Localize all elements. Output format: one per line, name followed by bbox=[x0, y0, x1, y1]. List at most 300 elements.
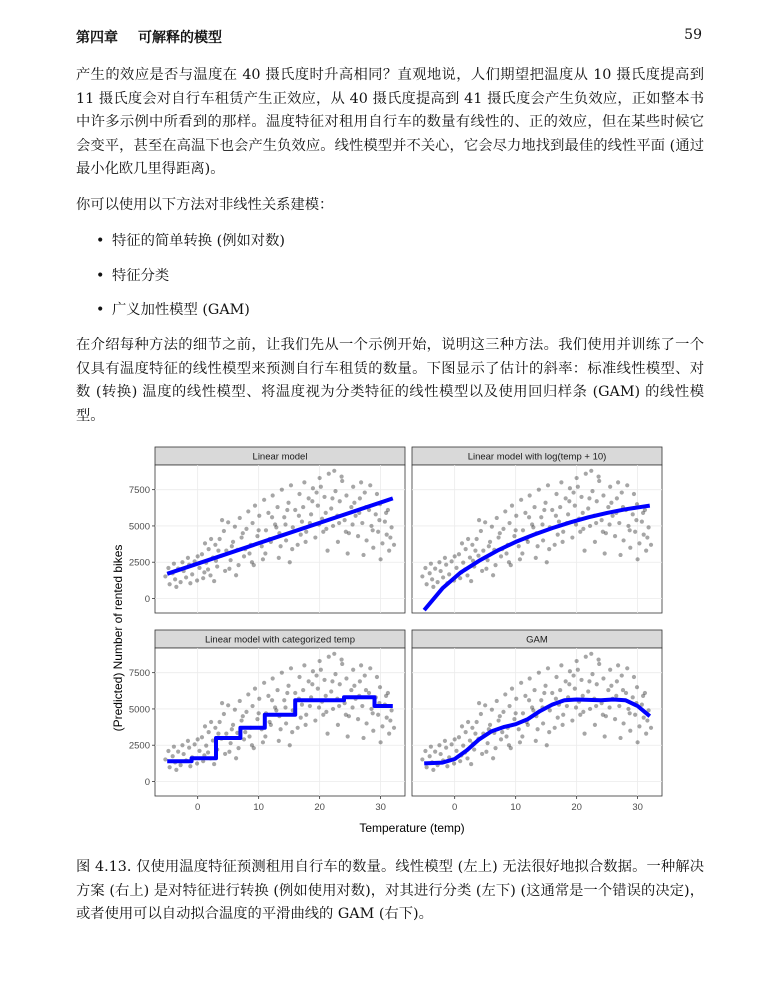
data-point bbox=[264, 528, 268, 532]
data-point bbox=[584, 472, 588, 476]
bullet-item: • 广义加性模型 (GAM) bbox=[96, 302, 250, 318]
data-point bbox=[501, 527, 505, 531]
data-point bbox=[436, 580, 440, 584]
page-number: 59 bbox=[684, 27, 702, 43]
data-point bbox=[439, 569, 443, 573]
data-point bbox=[344, 530, 348, 534]
data-point bbox=[247, 734, 251, 738]
data-point bbox=[344, 493, 348, 497]
data-point bbox=[291, 525, 295, 529]
data-point bbox=[222, 712, 226, 716]
data-point bbox=[236, 563, 240, 567]
data-point bbox=[243, 730, 247, 734]
data-point bbox=[266, 511, 270, 515]
data-point bbox=[250, 521, 254, 525]
data-point bbox=[376, 530, 380, 534]
x-axis-label: Temperature (temp) bbox=[359, 821, 465, 835]
paragraph-2: 你可以使用以下方法对非线性关系建模： bbox=[76, 197, 334, 213]
data-point bbox=[346, 551, 350, 555]
data-point bbox=[180, 560, 184, 564]
data-point bbox=[257, 697, 261, 701]
data-point bbox=[244, 527, 248, 531]
data-point bbox=[184, 575, 188, 579]
data-point bbox=[325, 732, 329, 736]
data-point bbox=[444, 563, 448, 567]
data-point bbox=[579, 678, 583, 682]
data-point bbox=[488, 723, 492, 727]
data-point bbox=[220, 518, 224, 522]
data-point bbox=[166, 749, 170, 753]
x-tick-label: 0 bbox=[452, 802, 458, 813]
data-point bbox=[358, 679, 362, 683]
data-point bbox=[331, 707, 335, 711]
data-point bbox=[628, 729, 632, 733]
data-point bbox=[458, 759, 462, 763]
page-header bbox=[76, 27, 702, 47]
data-point bbox=[307, 679, 311, 683]
data-point bbox=[176, 750, 180, 754]
data-point bbox=[589, 469, 593, 473]
data-point bbox=[360, 521, 364, 525]
data-point bbox=[454, 566, 458, 570]
data-point bbox=[503, 692, 507, 696]
figure-4-13-chart bbox=[105, 440, 675, 840]
data-point bbox=[371, 711, 375, 715]
data-point bbox=[649, 543, 653, 547]
data-point bbox=[352, 684, 356, 688]
data-point bbox=[371, 546, 375, 550]
data-point bbox=[375, 492, 379, 496]
data-point bbox=[234, 573, 238, 577]
data-point bbox=[454, 749, 458, 753]
data-point bbox=[364, 688, 368, 692]
data-point bbox=[437, 743, 441, 747]
data-point bbox=[277, 556, 281, 560]
data-point bbox=[301, 505, 305, 509]
data-point bbox=[480, 569, 484, 573]
data-point bbox=[499, 554, 503, 558]
data-point bbox=[633, 713, 637, 717]
y-tick-label: 7500 bbox=[128, 668, 150, 680]
data-point bbox=[187, 746, 191, 750]
data-point bbox=[464, 730, 468, 734]
data-point bbox=[626, 707, 630, 711]
data-point bbox=[597, 479, 601, 483]
data-point bbox=[239, 535, 243, 539]
data-point bbox=[596, 475, 600, 479]
data-point bbox=[423, 566, 427, 570]
data-point bbox=[423, 749, 427, 753]
data-point bbox=[439, 752, 443, 756]
data-point bbox=[487, 544, 491, 548]
data-point bbox=[428, 571, 432, 575]
data-point bbox=[520, 734, 524, 738]
data-point bbox=[300, 519, 304, 523]
data-point bbox=[268, 720, 272, 724]
data-point bbox=[166, 566, 170, 570]
data-point bbox=[495, 699, 499, 703]
data-point bbox=[640, 519, 644, 523]
data-point bbox=[617, 521, 621, 525]
data-point bbox=[483, 703, 487, 707]
data-point bbox=[430, 577, 434, 581]
data-point bbox=[197, 749, 201, 753]
data-point bbox=[433, 567, 437, 571]
data-point bbox=[491, 573, 495, 577]
data-point bbox=[313, 718, 317, 722]
bullet-item: • 特征分类 bbox=[96, 268, 170, 284]
data-point bbox=[595, 499, 599, 503]
x-tick-label: 0 bbox=[195, 802, 201, 813]
data-point bbox=[490, 525, 494, 529]
data-point bbox=[327, 472, 331, 476]
data-point bbox=[473, 732, 477, 736]
x-tick-label: 20 bbox=[314, 802, 325, 813]
data-point bbox=[277, 739, 281, 743]
data-point bbox=[433, 750, 437, 754]
data-point bbox=[534, 556, 538, 560]
data-point bbox=[475, 537, 479, 541]
data-point bbox=[481, 549, 485, 553]
data-point bbox=[244, 710, 248, 714]
data-point bbox=[581, 694, 585, 698]
data-point bbox=[570, 718, 574, 722]
data-point bbox=[615, 679, 619, 683]
data-point bbox=[621, 721, 625, 725]
data-point bbox=[420, 574, 424, 578]
data-point bbox=[368, 666, 372, 670]
data-point bbox=[242, 554, 246, 558]
data-point bbox=[318, 659, 322, 663]
data-point bbox=[213, 726, 217, 730]
data-point bbox=[223, 569, 227, 573]
data-point bbox=[509, 563, 513, 567]
data-point bbox=[380, 724, 384, 728]
data-point bbox=[204, 744, 208, 748]
data-point bbox=[324, 710, 328, 714]
data-point bbox=[519, 498, 523, 502]
paragraph-3: 在介绍每种方法的细节之前，让我们先从一个示例开始，说明这三种方法。我们使用并训练了一个仅具有温度特征的线性模型来预测自行车租赁的数量。下图显示了估计的斜率：标准线性模型、对数 (转换) 温度的线性模型、将温度视为分类特征的线性模型以及使用回归样条 (GAM) 的线性模型。 bbox=[76, 337, 704, 424]
data-point bbox=[324, 527, 328, 531]
data-point bbox=[503, 509, 507, 513]
data-point bbox=[311, 669, 315, 673]
data-point bbox=[297, 514, 301, 518]
data-point bbox=[564, 496, 568, 500]
data-point bbox=[571, 490, 575, 494]
data-point bbox=[241, 714, 245, 718]
data-point bbox=[532, 505, 536, 509]
data-point bbox=[496, 718, 500, 722]
data-point bbox=[632, 675, 636, 679]
data-point bbox=[607, 522, 611, 526]
data-point bbox=[593, 540, 597, 544]
data-point bbox=[290, 547, 294, 551]
data-point bbox=[501, 710, 505, 714]
data-point bbox=[597, 662, 601, 666]
data-point bbox=[450, 742, 454, 746]
data-point bbox=[643, 691, 647, 695]
data-point bbox=[588, 707, 592, 711]
bullet-text: 广义加性模型 (GAM) bbox=[112, 302, 250, 318]
data-point bbox=[601, 676, 605, 680]
data-point bbox=[310, 682, 314, 686]
data-point bbox=[517, 727, 521, 731]
data-point bbox=[319, 485, 323, 489]
data-point bbox=[464, 547, 468, 551]
data-point bbox=[389, 708, 393, 712]
bullet-item: • 特征的简单转换 (例如对数) bbox=[96, 233, 285, 249]
data-point bbox=[512, 717, 516, 721]
data-point bbox=[628, 711, 632, 715]
data-point bbox=[554, 697, 558, 701]
data-point bbox=[227, 567, 231, 571]
data-point bbox=[571, 673, 575, 677]
data-point bbox=[173, 577, 177, 581]
data-point bbox=[545, 560, 549, 564]
data-point bbox=[284, 721, 288, 725]
data-point bbox=[333, 489, 337, 493]
data-point bbox=[582, 732, 586, 736]
data-point bbox=[195, 578, 199, 582]
data-point bbox=[263, 551, 267, 555]
data-point bbox=[317, 705, 321, 709]
data-point bbox=[468, 555, 472, 559]
data-point bbox=[208, 573, 212, 577]
data-point bbox=[351, 485, 355, 489]
data-point bbox=[490, 708, 494, 712]
data-point bbox=[203, 724, 207, 728]
data-point bbox=[379, 557, 383, 561]
data-point bbox=[379, 740, 383, 744]
data-point bbox=[554, 492, 558, 496]
data-point bbox=[465, 756, 469, 760]
data-point bbox=[337, 704, 341, 708]
data-point bbox=[290, 730, 294, 734]
data-point bbox=[338, 499, 342, 503]
facet-strip-label: GAM bbox=[526, 634, 548, 646]
data-point bbox=[299, 533, 303, 537]
data-point bbox=[581, 511, 585, 515]
data-point bbox=[331, 524, 335, 528]
data-point bbox=[371, 729, 375, 733]
data-point bbox=[431, 585, 435, 589]
data-point bbox=[539, 698, 543, 702]
data-point bbox=[297, 492, 301, 496]
data-point bbox=[275, 505, 279, 509]
data-point bbox=[484, 750, 488, 754]
data-point bbox=[518, 557, 522, 561]
data-point bbox=[603, 734, 607, 738]
data-point bbox=[374, 512, 378, 516]
data-point bbox=[239, 718, 243, 722]
data-point bbox=[510, 504, 514, 508]
panel-categorized bbox=[129, 630, 405, 813]
data-point bbox=[233, 525, 237, 529]
data-point bbox=[509, 746, 513, 750]
data-point bbox=[213, 543, 217, 547]
data-point bbox=[389, 525, 393, 529]
data-point bbox=[565, 704, 569, 708]
data-point bbox=[483, 520, 487, 524]
data-point bbox=[633, 530, 637, 534]
data-point bbox=[285, 508, 289, 512]
data-point bbox=[537, 488, 541, 492]
data-point bbox=[637, 541, 641, 545]
data-point bbox=[545, 743, 549, 747]
data-point bbox=[618, 553, 622, 557]
data-point bbox=[308, 704, 312, 708]
data-point bbox=[226, 703, 230, 707]
data-point bbox=[609, 684, 613, 688]
data-point bbox=[253, 504, 257, 508]
data-point bbox=[531, 525, 535, 529]
data-point bbox=[514, 697, 518, 701]
data-point bbox=[340, 479, 344, 483]
data-point bbox=[603, 551, 607, 555]
data-point bbox=[445, 764, 449, 768]
data-point bbox=[596, 658, 600, 662]
data-point bbox=[504, 551, 508, 555]
data-point bbox=[587, 496, 591, 500]
data-point bbox=[200, 735, 204, 739]
data-point bbox=[512, 534, 516, 538]
data-point bbox=[495, 516, 499, 520]
data-point bbox=[284, 538, 288, 542]
data-point bbox=[299, 716, 303, 720]
data-point bbox=[361, 736, 365, 740]
data-point bbox=[289, 666, 293, 670]
data-point bbox=[182, 752, 186, 756]
data-point bbox=[188, 581, 192, 585]
data-point bbox=[172, 562, 176, 566]
data-point bbox=[521, 528, 525, 532]
data-point bbox=[392, 726, 396, 730]
data-point bbox=[642, 716, 646, 720]
data-point bbox=[587, 679, 591, 683]
data-point bbox=[558, 505, 562, 509]
data-point bbox=[514, 711, 518, 715]
data-point bbox=[238, 699, 242, 703]
data-point bbox=[443, 556, 447, 560]
data-point bbox=[171, 754, 175, 758]
data-point bbox=[559, 480, 563, 484]
data-point bbox=[566, 512, 570, 516]
data-point bbox=[586, 506, 590, 510]
data-point bbox=[174, 585, 178, 589]
data-point bbox=[386, 691, 390, 695]
data-point bbox=[340, 662, 344, 666]
data-point bbox=[521, 711, 525, 715]
data-point bbox=[286, 684, 290, 688]
data-point bbox=[576, 485, 580, 489]
data-point bbox=[336, 723, 340, 727]
data-point bbox=[441, 575, 445, 579]
data-point bbox=[280, 671, 284, 675]
data-point bbox=[461, 744, 465, 748]
data-point bbox=[541, 721, 545, 725]
data-point bbox=[631, 512, 635, 516]
data-point bbox=[437, 560, 441, 564]
data-point bbox=[226, 520, 230, 524]
data-point bbox=[588, 524, 592, 528]
data-point bbox=[561, 713, 565, 717]
data-point bbox=[559, 663, 563, 667]
data-point bbox=[514, 514, 518, 518]
data-point bbox=[595, 682, 599, 686]
data-point bbox=[222, 529, 226, 533]
data-point bbox=[428, 754, 432, 758]
data-point bbox=[242, 737, 246, 741]
data-point bbox=[330, 496, 334, 500]
data-point bbox=[586, 689, 590, 693]
data-point bbox=[479, 529, 483, 533]
data-point bbox=[568, 669, 572, 673]
data-point bbox=[469, 579, 473, 583]
data-point bbox=[608, 485, 612, 489]
data-point bbox=[644, 549, 648, 553]
data-point bbox=[646, 525, 650, 529]
data-point bbox=[558, 688, 562, 692]
data-point bbox=[616, 663, 620, 667]
data-point bbox=[543, 501, 547, 505]
data-point bbox=[470, 726, 474, 730]
data-point bbox=[314, 490, 318, 494]
data-point bbox=[354, 514, 358, 518]
data-point bbox=[364, 538, 368, 542]
data-point bbox=[220, 701, 224, 705]
data-point bbox=[568, 486, 572, 490]
data-point bbox=[364, 721, 368, 725]
data-point bbox=[573, 687, 577, 691]
data-point bbox=[634, 518, 638, 522]
data-point bbox=[385, 533, 389, 537]
data-point bbox=[363, 490, 367, 494]
data-point bbox=[452, 761, 456, 765]
data-point bbox=[186, 556, 190, 560]
data-point bbox=[369, 524, 373, 528]
data-point bbox=[339, 658, 343, 662]
data-point bbox=[574, 705, 578, 709]
data-point bbox=[202, 570, 206, 574]
data-point bbox=[523, 694, 527, 698]
data-point bbox=[252, 563, 256, 567]
data-point bbox=[207, 547, 211, 551]
data-point bbox=[174, 768, 178, 772]
data-point bbox=[356, 534, 360, 538]
data-point bbox=[620, 490, 624, 494]
data-point bbox=[250, 704, 254, 708]
data-point bbox=[209, 537, 213, 541]
data-point bbox=[252, 746, 256, 750]
data-point bbox=[517, 544, 521, 548]
data-point bbox=[581, 527, 585, 531]
data-point bbox=[532, 688, 536, 692]
data-point bbox=[321, 713, 325, 717]
data-point bbox=[536, 727, 540, 731]
data-point bbox=[581, 710, 585, 714]
data-point bbox=[388, 718, 392, 722]
data-point bbox=[477, 701, 481, 705]
data-point bbox=[296, 726, 300, 730]
data-point bbox=[388, 535, 392, 539]
data-point bbox=[573, 504, 577, 508]
chapter-title: 可解释的模型 bbox=[138, 30, 222, 46]
data-point bbox=[468, 738, 472, 742]
data-point bbox=[270, 698, 274, 702]
data-point bbox=[554, 675, 558, 679]
data-point bbox=[540, 522, 544, 526]
data-point bbox=[363, 673, 367, 677]
